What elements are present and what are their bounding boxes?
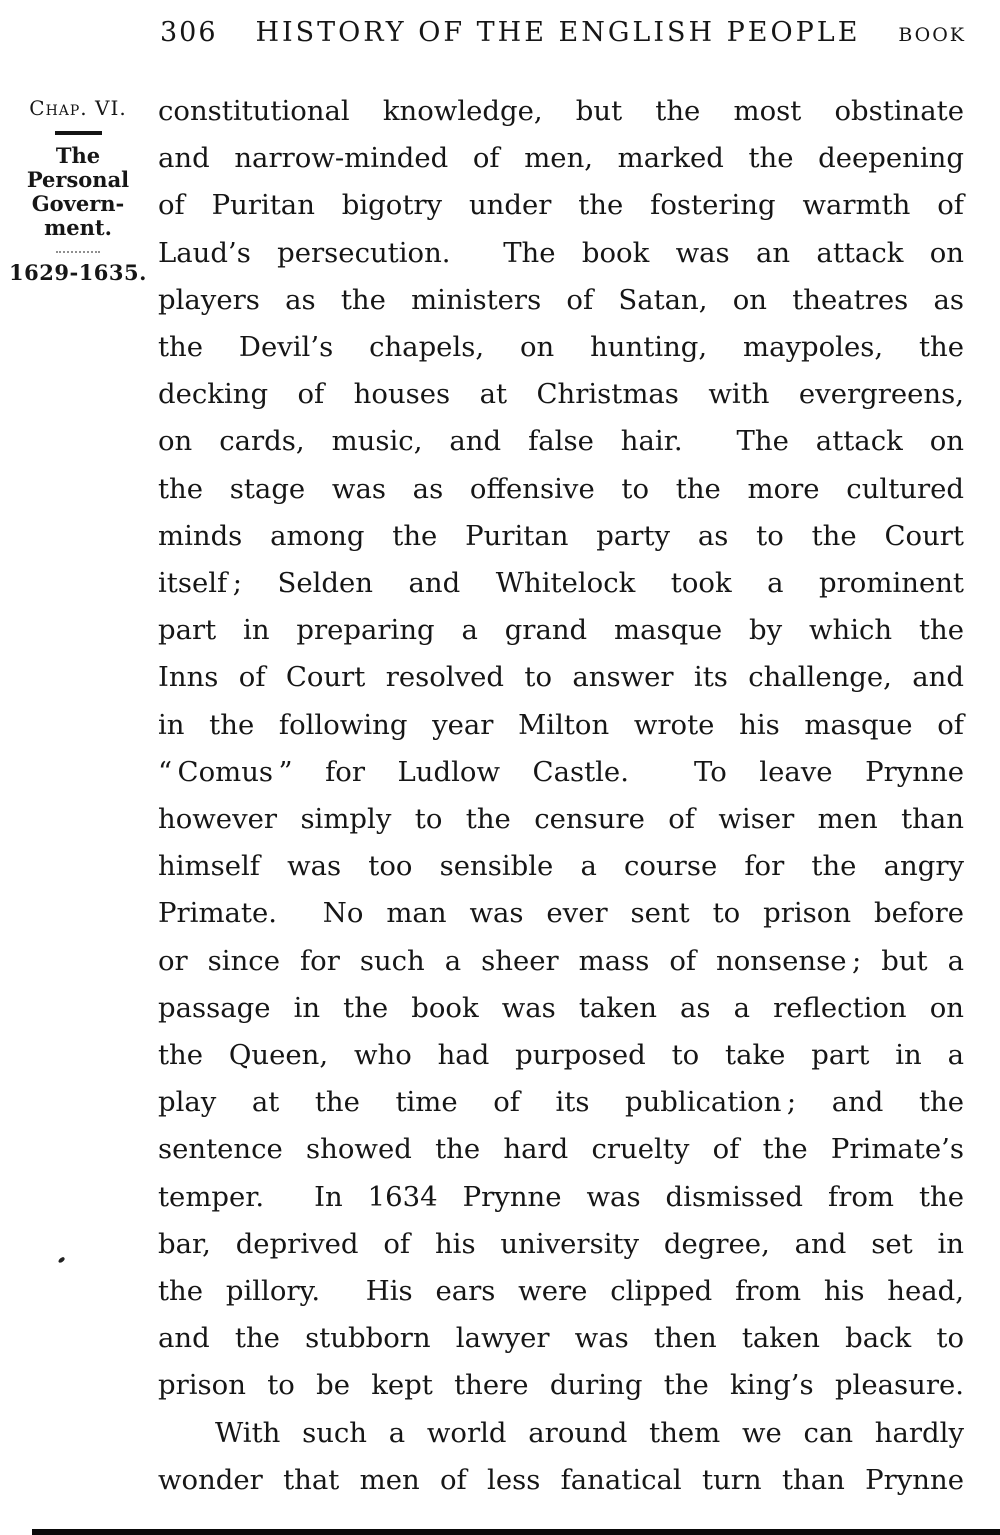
body-line: in the following year Milton wrote his masque of <box>158 708 964 741</box>
body-line: part in preparing a grand masque by which the <box>158 614 964 647</box>
body-line-paragraph-start: With such a world around them we can hardly <box>215 1416 964 1449</box>
sidenote-title-line: ment. <box>44 215 112 240</box>
running-head <box>160 17 966 48</box>
body-line: “ Comus ” for Ludlow Castle. To leave Prynne <box>158 755 964 788</box>
scan-edge-artifact <box>32 1529 1000 1535</box>
body-line: decking of houses at Christmas with evergreens, <box>158 378 964 411</box>
sidenote-title-line: Personal <box>26 167 130 192</box>
body-line: play at the time of its publication ; and the <box>158 1086 964 1119</box>
page-number: 306 <box>160 17 218 48</box>
body-line: Primate. No man was ever sent to prison before <box>158 897 964 930</box>
body-line: and the stubborn lawyer was then taken back to <box>158 1322 964 1355</box>
body-line: himself was too sensible a course for the angry <box>158 850 964 883</box>
sidenote-title-line: Govern- <box>31 191 125 216</box>
body-line: however simply to the censure of wiser men than <box>158 803 964 836</box>
body-line: the Devil’s chapels, on hunting, maypoles, the <box>158 331 964 364</box>
sidenote-thin-divider <box>56 251 100 253</box>
body-line: minds among the Puritan party as to the Court <box>158 519 964 552</box>
body-line: passage in the book was taken as a reflection on <box>158 991 964 1024</box>
body-line: of Puritan bigotry under the fostering warmth of <box>158 189 964 222</box>
date-range: 1629-1635. <box>9 260 147 285</box>
book-label: BOOK <box>898 24 966 46</box>
sidenote-title-line: The <box>55 143 101 168</box>
page-title: HISTORY OF THE ENGLISH PEOPLE <box>255 17 861 48</box>
body-line: Laud’s persecution. The book was an attack on <box>158 236 964 269</box>
sidenote-divider <box>55 131 102 135</box>
body-text-column <box>158 88 964 1504</box>
body-line: players as the ministers of Satan, on theatres as <box>158 283 964 316</box>
body-line: sentence showed the hard cruelty of the Primate’s <box>158 1133 964 1166</box>
chapter-label: Chap. VI. <box>29 96 127 120</box>
body-line: and narrow-minded of men, marked the deepening <box>158 142 964 175</box>
body-line: the pillory. His ears were clipped from his head, <box>158 1275 964 1308</box>
body-line: bar, deprived of his university degree, and set in <box>158 1227 964 1260</box>
body-line: temper. In 1634 Prynne was dismissed from the <box>158 1180 964 1213</box>
sidenote-title <box>8 144 148 240</box>
body-line: on cards, music, and false hair. The attack on <box>158 425 964 458</box>
stray-ink-mark <box>57 1256 65 1263</box>
body-line: the Queen, who had purposed to take part in a <box>158 1039 964 1072</box>
body-line: wonder that men of less fanatical turn than Prynne <box>158 1463 964 1496</box>
body-line: or since for such a sheer mass of nonsense ; but a <box>158 944 964 977</box>
body-line: the stage was as offensive to the more cultured <box>158 472 964 505</box>
body-line: Inns of Court resolved to answer its challenge, and <box>158 661 964 694</box>
body-line: prison to be kept there during the king’s pleasure. <box>158 1369 964 1402</box>
body-line: itself ; Selden and Whitelock took a prominent <box>158 567 964 600</box>
marginal-sidenote <box>8 96 148 285</box>
body-line: constitutional knowledge, but the most obstinate <box>158 95 964 127</box>
